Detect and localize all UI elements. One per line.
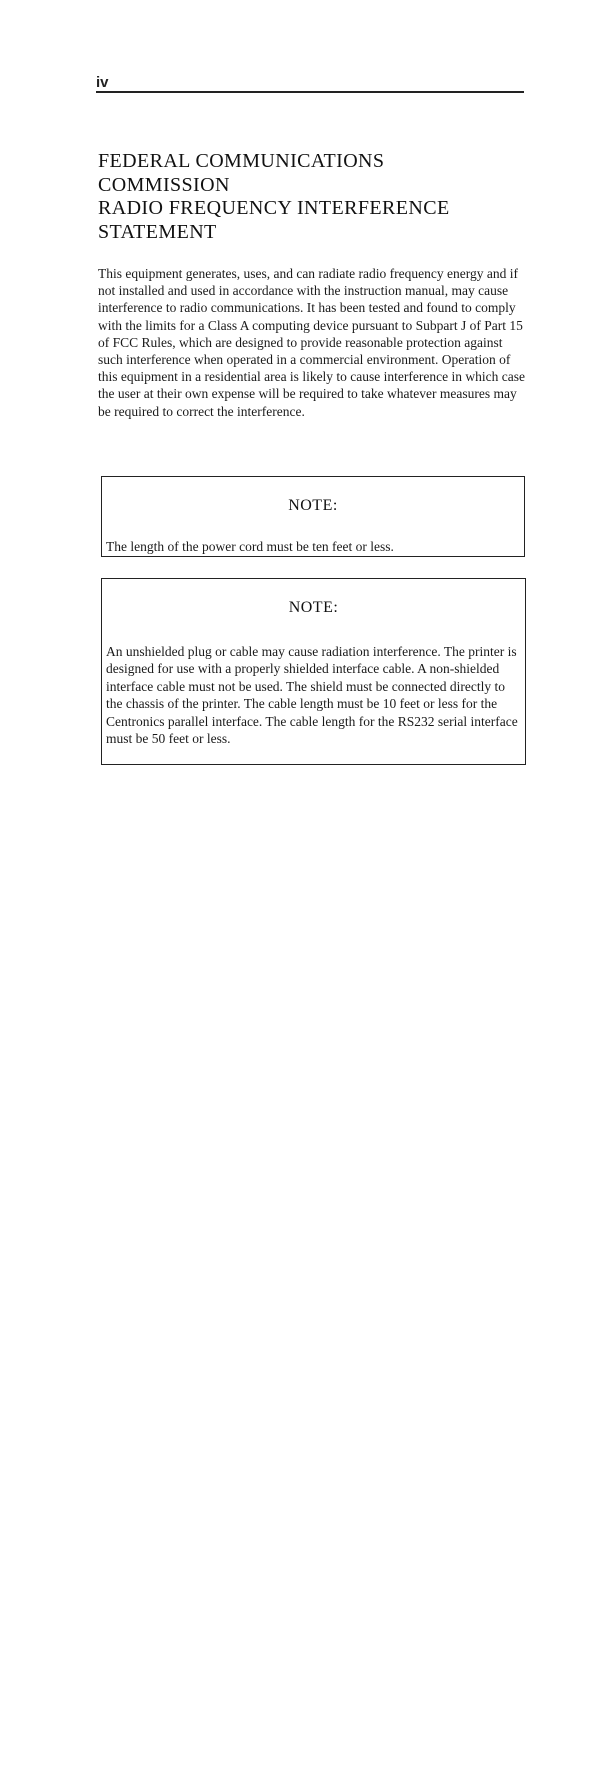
title-line: RADIO FREQUENCY INTERFERENCE xyxy=(98,197,450,219)
note-heading: NOTE: xyxy=(288,497,338,514)
header-rule xyxy=(96,91,524,93)
shielded-cable-note-box xyxy=(101,578,526,765)
title-line: STATEMENT xyxy=(98,220,217,243)
fcc-statement-paragraph: This equipment generates, uses, and can radiate radio frequency energy and if not installed and used in accordance with the instruction manual, may cause interference to radio communications. It has been tested and found to comply with the limits for a Class A computing device pursuant to Subpart J of Part 15 of FCC Rules, which are designed to provide reasonable protection against such interference when operated in a commercial environment. Operation of this equipment in a residential area is likely to cause interference in which case the user at their own expense will be required to take whatever measures may be required to correct the interference. xyxy=(98,266,525,419)
title-line: COMMISSION xyxy=(98,173,230,196)
note-text: An unshielded plug or cable may cause radiation interference. The printer is designed for use with a properly shielded interface cable. A non-shielded interface cable must not be used. The shield must be connected directly to the chassis of the printer. The cable length must be 10 feet or less for the Centronics parallel interface. The cable length for the RS232 serial interface must be 50 feet or less. xyxy=(106,644,518,747)
note-text: The length of the power cord must be ten feet or less. xyxy=(106,538,394,554)
page-number: iv xyxy=(96,74,109,91)
power-cord-note-box xyxy=(101,476,525,557)
title-line: FEDERAL COMMUNICATIONS xyxy=(98,150,385,172)
page-title xyxy=(98,150,528,244)
note-heading: NOTE: xyxy=(288,599,339,616)
